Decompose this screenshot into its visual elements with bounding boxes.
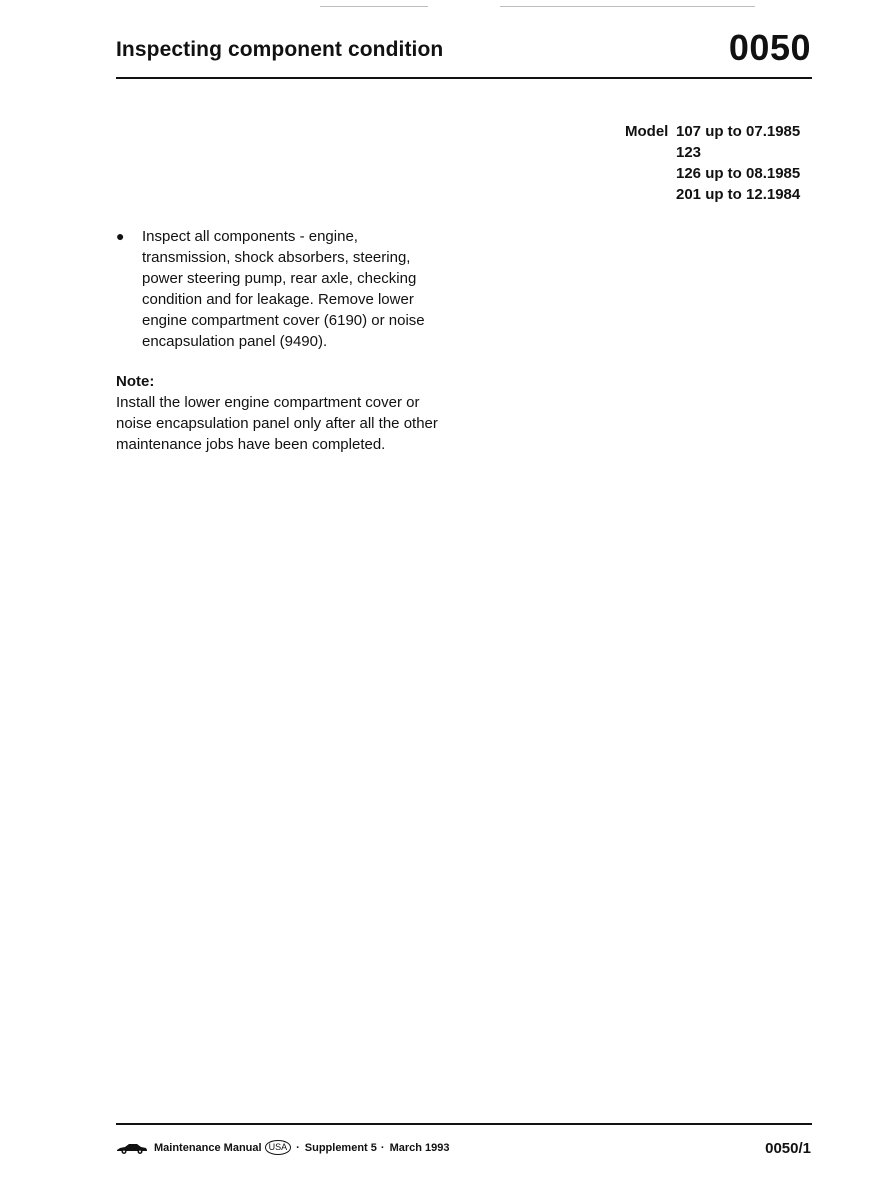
note-text: [116, 392, 456, 455]
model-row: [625, 163, 800, 184]
footer-divider: [116, 1123, 812, 1125]
model-row: [625, 121, 800, 142]
car-icon: [116, 1141, 148, 1155]
model-row: [625, 184, 800, 205]
scan-artifact-line: [320, 6, 428, 7]
instruction-line: transmission, shock absorbers, steering,: [142, 249, 411, 266]
note-line: Install the lower engine compartment cover or: [116, 394, 420, 411]
region-badge: USA: [265, 1140, 292, 1155]
page-number: 0050/1: [765, 1140, 811, 1157]
model-value: 126 up to 08.1985: [676, 165, 801, 182]
instruction-line: power steering pump, rear axle, checking: [142, 270, 417, 287]
instruction-line: Inspect all components - engine,: [142, 228, 358, 245]
footer-publication: [116, 1140, 450, 1155]
inspection-instruction: [116, 226, 446, 352]
publication-date: March 1993: [389, 1141, 450, 1154]
note-line: noise encapsulation panel only after all the other: [116, 415, 438, 432]
section-code: 0050: [728, 27, 811, 68]
bullet-icon: ●: [116, 228, 125, 244]
model-value: 201 up to 12.1984: [676, 186, 801, 203]
note-heading: Note:: [116, 373, 155, 390]
page-title: Inspecting component condition: [116, 38, 444, 61]
separator: ·: [380, 1141, 385, 1154]
model-value: 107 up to 07.1985: [676, 123, 801, 140]
model-applicability: [625, 121, 800, 205]
header-divider: [116, 77, 812, 79]
model-label: Model: [625, 123, 669, 140]
manual-name: Maintenance Manual: [154, 1141, 262, 1154]
model-row: [625, 142, 800, 163]
instruction-line: encapsulation panel (9490).: [142, 333, 328, 350]
instruction-line: condition and for leakage. Remove lower: [142, 291, 414, 308]
supplement-label: Supplement 5: [304, 1141, 377, 1154]
note-line: maintenance jobs have been completed.: [116, 436, 386, 453]
separator: ·: [296, 1141, 300, 1154]
model-value: 123: [676, 144, 702, 161]
instruction-line: engine compartment cover (6190) or noise: [142, 312, 425, 329]
scan-artifact-line: [500, 6, 755, 7]
instruction-text: [142, 226, 425, 352]
